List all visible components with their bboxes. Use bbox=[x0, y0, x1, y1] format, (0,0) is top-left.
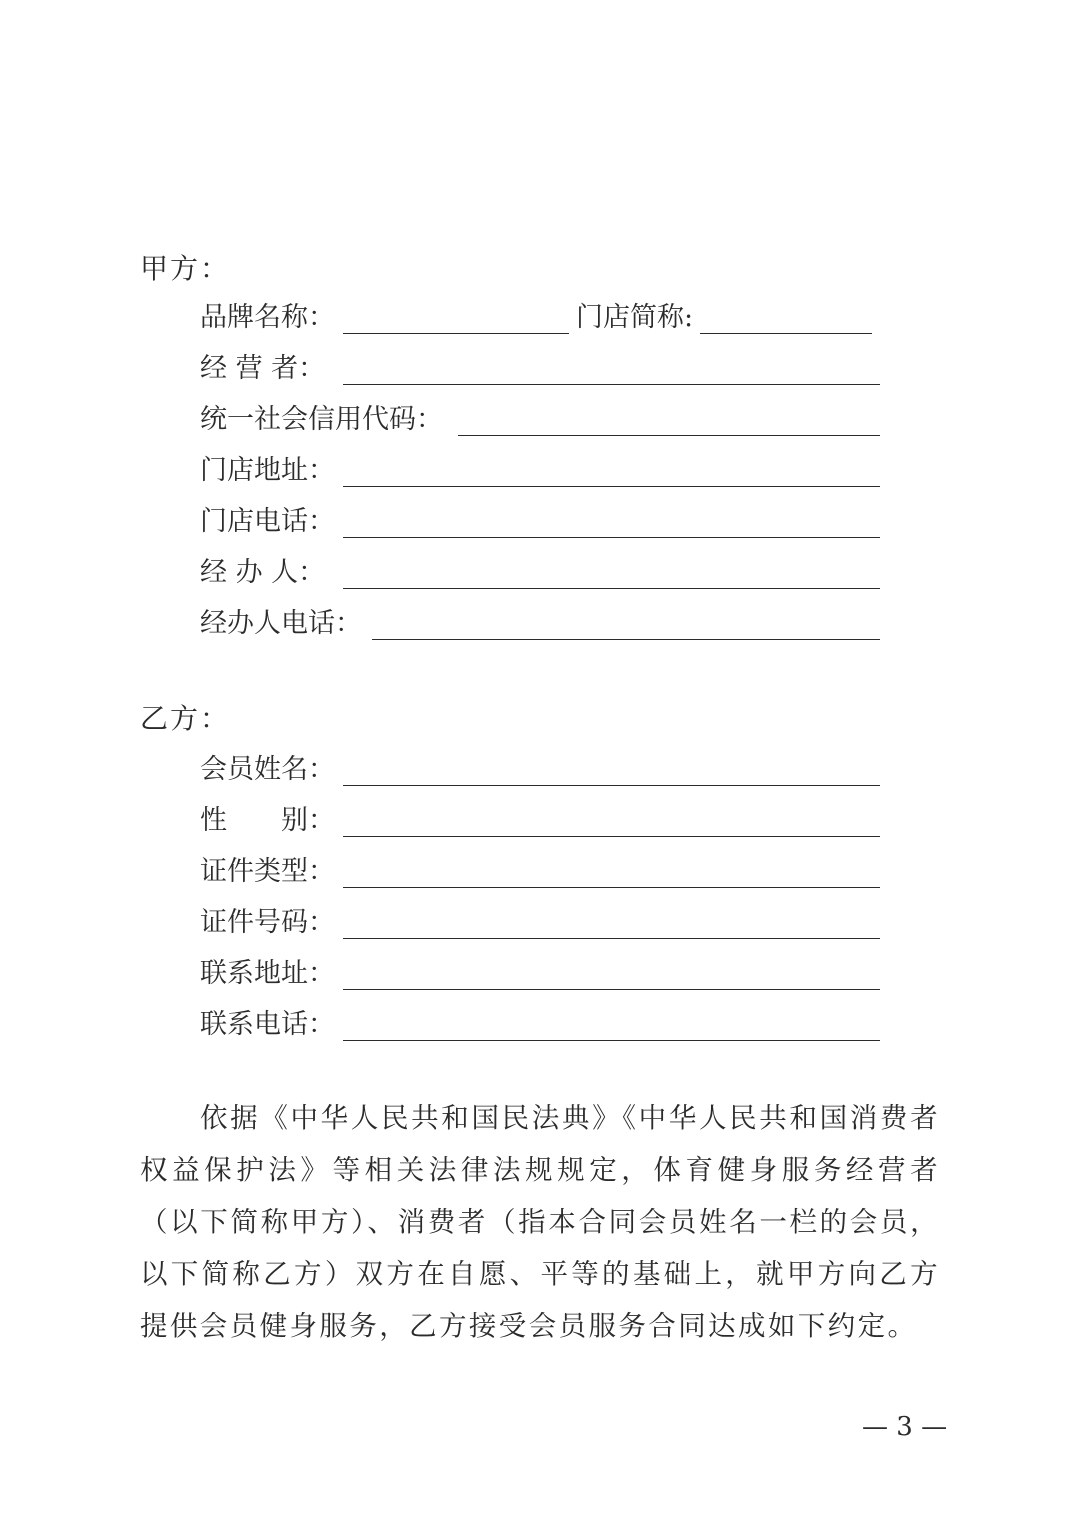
agent-row bbox=[200, 553, 880, 593]
agent-field[interactable] bbox=[343, 588, 880, 589]
member-name-row bbox=[200, 750, 880, 790]
contact-phone-row bbox=[200, 1005, 880, 1045]
contact-address-row bbox=[200, 954, 880, 994]
contact-address-label: 联系地址： bbox=[200, 958, 335, 989]
credit-code-label: 统一社会信用代码： bbox=[200, 404, 443, 435]
id-type-label: 证件类型： bbox=[200, 856, 335, 887]
store-short-name-label: 门店简称: bbox=[576, 302, 694, 333]
id-number-label: 证件号码： bbox=[200, 907, 335, 938]
contract-preamble: 依据《中华人民共和国民法典》《中华人民共和国消费者权益保护法》等相关法律法规规定，体育健身服务经营者（以下简称甲方）、消费者（指本合同会员姓名一栏的会员，以下简称乙方）双方在自愿、平等的基础上，就甲方向乙方提供会员健身服务，乙方接受会员服务合同达成如下约定。 bbox=[140, 1102, 940, 1342]
id-type-field[interactable] bbox=[343, 887, 880, 888]
store-phone-label: 门店电话： bbox=[200, 506, 335, 537]
operator-row bbox=[200, 349, 880, 389]
credit-code-field[interactable] bbox=[458, 435, 880, 436]
agent-label: 经 办 人： bbox=[200, 557, 326, 588]
operator-label: 经 营 者： bbox=[200, 353, 326, 384]
store-address-label: 门店地址： bbox=[200, 455, 335, 486]
brand-name-row bbox=[200, 298, 880, 338]
store-short-name-field[interactable] bbox=[700, 333, 872, 334]
store-phone-row bbox=[200, 502, 880, 542]
contact-phone-field[interactable] bbox=[343, 1040, 880, 1041]
credit-code-row bbox=[200, 400, 880, 440]
gender-label: 性 别： bbox=[200, 805, 335, 836]
member-name-label: 会员姓名： bbox=[200, 754, 335, 785]
page-number: — 3 — bbox=[862, 1412, 948, 1442]
gender-row bbox=[200, 801, 880, 841]
contact-address-field[interactable] bbox=[343, 989, 880, 990]
id-number-field[interactable] bbox=[343, 938, 880, 939]
gender-field[interactable] bbox=[343, 836, 880, 837]
brand-name-field[interactable] bbox=[343, 333, 569, 334]
member-name-field[interactable] bbox=[343, 785, 880, 786]
brand-name-label: 品牌名称： bbox=[200, 302, 335, 333]
party-a-heading: 甲方： bbox=[140, 252, 231, 285]
agent-phone-field[interactable] bbox=[372, 639, 880, 640]
id-type-row bbox=[200, 852, 880, 892]
contact-phone-label: 联系电话： bbox=[200, 1009, 335, 1040]
id-number-row bbox=[200, 903, 880, 943]
store-address-row bbox=[200, 451, 880, 491]
party-b-heading: 乙方： bbox=[140, 702, 231, 735]
agent-phone-row bbox=[200, 604, 880, 644]
operator-field[interactable] bbox=[343, 384, 880, 385]
agent-phone-label: 经办人电话： bbox=[200, 608, 362, 639]
store-phone-field[interactable] bbox=[343, 537, 880, 538]
store-address-field[interactable] bbox=[343, 486, 880, 487]
